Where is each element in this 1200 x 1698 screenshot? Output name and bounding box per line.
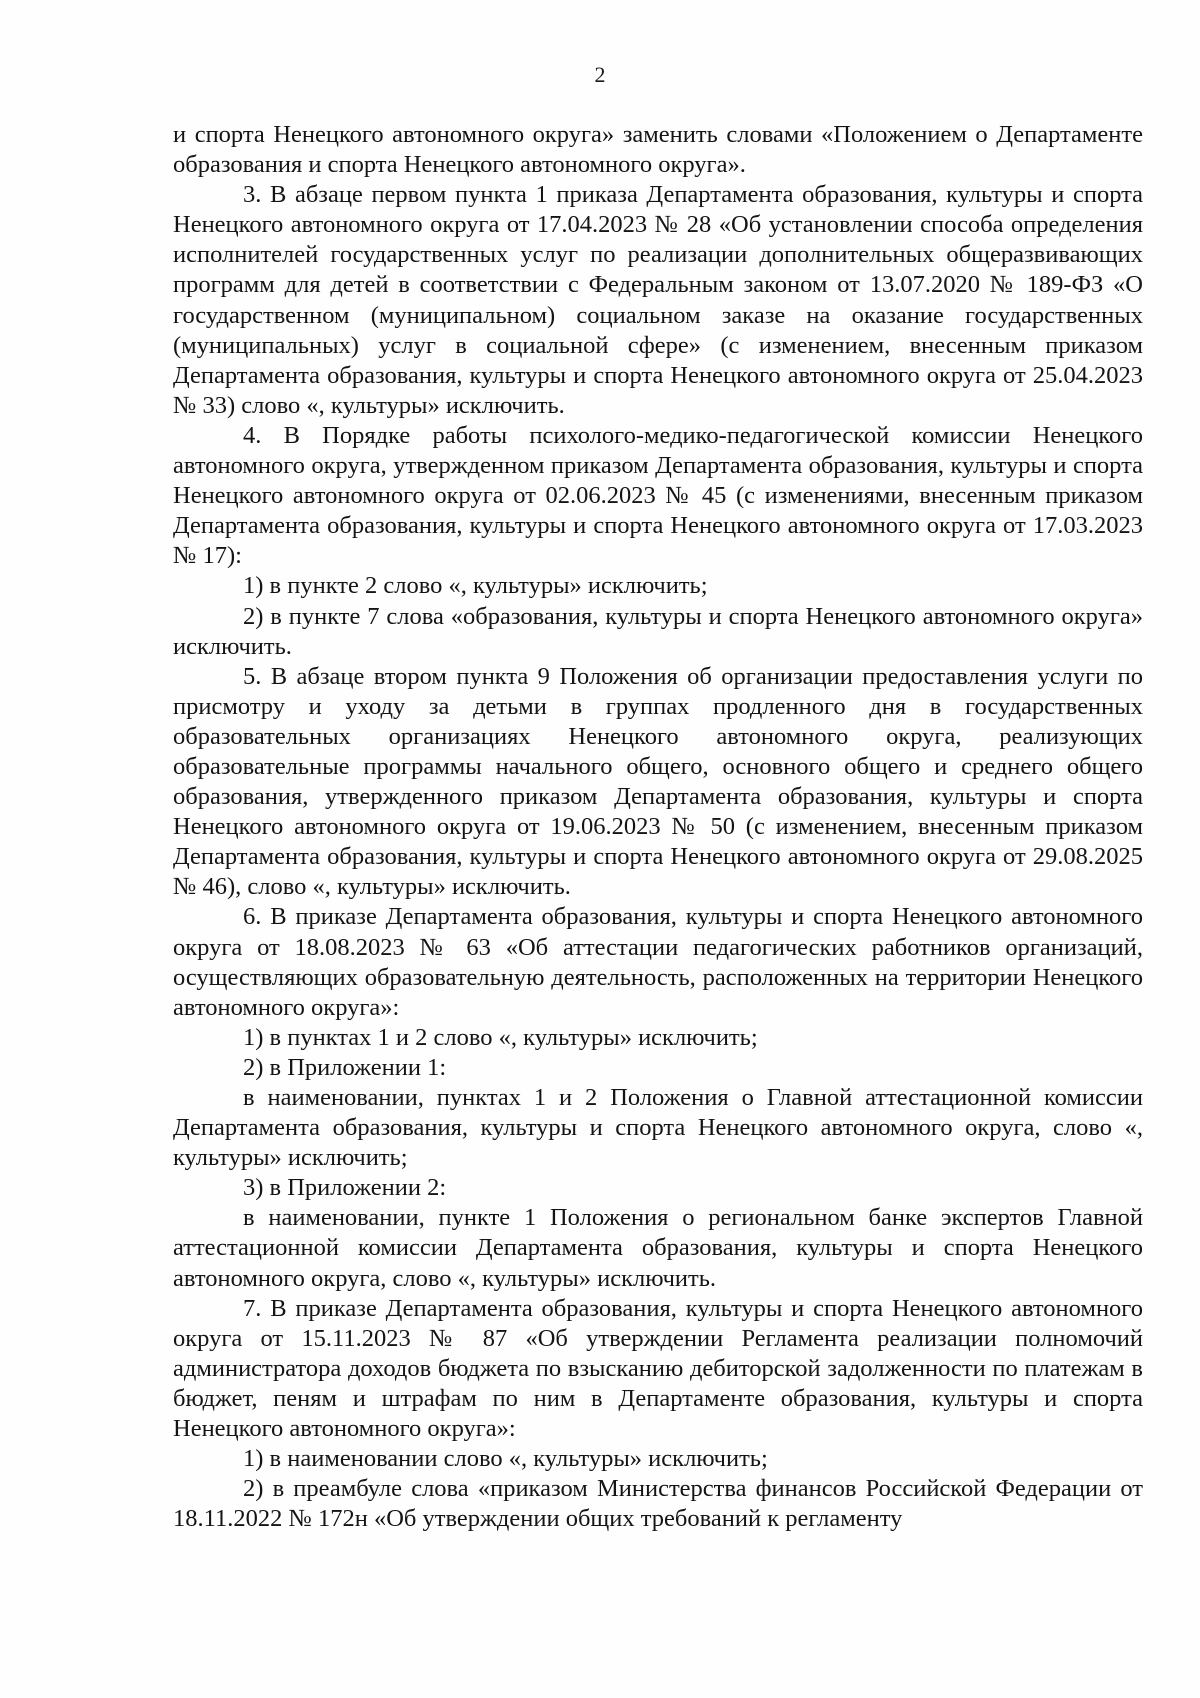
paragraph: 4. В Порядке работы психолого-медико-педагогической комиссии Ненецкого автономного округа, утвержденном приказом Департамента образования, культуры и спорта Ненецкого автономного округа от 02.06.2023 № 45 (с изменениями, внесенным приказом Департамента образования, культуры и спорта Ненецкого автономного округа от 17.03.2023 № 17): <box>173 421 1143 570</box>
paragraph: 3. В абзаце первом пункта 1 приказа Департамента образования, культуры и спорта Ненецкого автономного округа от 17.04.2023 № 28 «Об установлении способа определения исполнителей государственных услуг по реализации дополнительных общеразвивающих программ для детей в соответствии с Федеральным законом от 13.07.2020 № 189-ФЗ «О государственном (муниципальном) социальном заказе на оказание государственных (муниципальных) услуг в социальной сфере» (с изменением, внесенным приказом Департамента образования, культуры и спорта Ненецкого автономного округа от 25.04.2023 № 33) слово «, культуры» исключить. <box>173 181 1143 419</box>
paragraph: 2) в Приложении 1: <box>243 1053 447 1081</box>
paragraph: и спорта Ненецкого автономного округа» заменить словами «Положением о Департаменте образования и спорта Ненецкого автономного округа». <box>173 121 1143 179</box>
paragraph: 1) в пункте 2 слово «, культуры» исключить; <box>243 572 708 600</box>
paragraph: в наименовании, пункте 1 Положения о региональном банке экспертов Главной аттестационной комиссии Департамента образования, культуры и спорта Ненецкого автономного округа, слово «, культуры» исключить. <box>173 1204 1143 1292</box>
paragraph: 7. В приказе Департамента образования, культуры и спорта Ненецкого автономного округа от 15.11.2023 № 87 «Об утверждении Регламента реализации полномочий администратора доходов бюджета по взысканию дебиторской задолженности по платежам в бюджет, пеням и штрафам по ним в Департаменте образования, культуры и спорта Ненецкого автономного округа»: <box>173 1294 1143 1443</box>
document-body <box>173 120 1143 1534</box>
paragraph: 2) в преамбуле слова «приказом Министерства финансов Российской Федерации от 18.11.2022 № 172н «Об утверждении общих требований к регламенту <box>173 1475 1143 1533</box>
paragraph: 5. В абзаце втором пункта 9 Положения об организации предоставления услуги по присмотру и уходу за детьми в группах продленного дня в государственных образовательных организациях Ненецкого автономного округа, реализующих образовательные программы начального общего, основного общего и среднего общего образования, утвержденного приказом Департамента образования, культуры и спорта Ненецкого автономного округа от 19.06.2023 № 50 (с изменением, внесенным приказом Департамента образования, культуры и спорта Ненецкого автономного округа от 29.08.2025 № 46), слово «, культуры» исключить. <box>173 662 1143 901</box>
paragraph: 3) в Приложении 2: <box>243 1174 447 1202</box>
page-number: 2 <box>594 62 606 87</box>
paragraph: 2) в пункте 7 слова «образования, культуры и спорта Ненецкого автономного округа» исключить. <box>173 602 1143 660</box>
paragraph: 1) в пунктах 1 и 2 слово «, культуры» исключить; <box>243 1023 758 1051</box>
paragraph: 1) в наименовании слово «, культуры» исключить; <box>243 1445 768 1473</box>
paragraph: 6. В приказе Департамента образования, культуры и спорта Ненецкого автономного округа от 18.08.2023 № 63 «Об аттестации педагогических работников организаций, осуществляющих образовательную деятельность, расположенных на территории Ненецкого автономного округа»: <box>173 903 1143 1021</box>
paragraph: в наименовании, пунктах 1 и 2 Положения о Главной аттестационной комиссии Департамента образования, культуры и спорта Ненецкого автономного округа, слово «, культуры» исключить; <box>173 1084 1143 1172</box>
